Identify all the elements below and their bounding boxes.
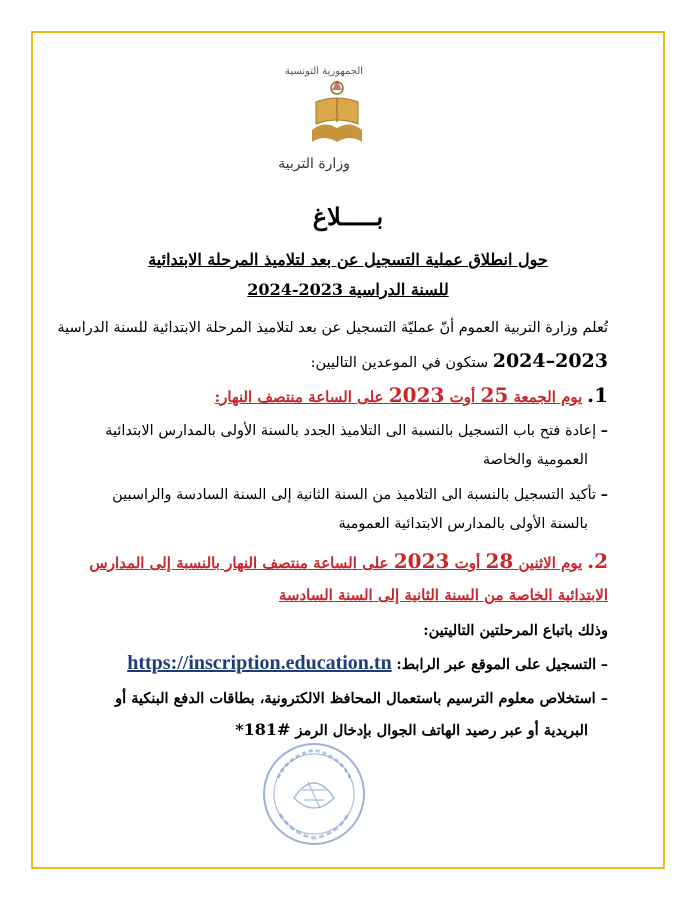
subtitle-line-2: للسنة الدراسية 2023-2024 (247, 280, 449, 299)
subtitle-line-1: حول انطلاق عملية التسجيل عن بعد لتلاميذ المرحلة الابتدائية (148, 250, 548, 269)
intro-line-2: 2023–2024 ستكون في الموعدين التاليين: (310, 350, 608, 372)
item-1-bullet-2-cont: بالسنة الأولى بالمدارس الابتدائية العمومية (338, 516, 588, 532)
ministry-logo (278, 58, 402, 178)
official-stamp (258, 738, 370, 850)
step-1: – التسجيل على الموقع عبر الرابط: https://inscription.education.tn (127, 652, 608, 674)
steps-intro: وذلك باتباع المرحلتين التاليتين: (423, 622, 608, 639)
item-2-number: 2. (587, 549, 608, 573)
ministry-label: وزارة التربية (278, 156, 350, 172)
school-year: 2023–2024 (492, 350, 608, 372)
registration-link[interactable]: https://inscription.education.tn (127, 652, 392, 674)
step-2: – استخلاص معلوم الترسيم باستعمال المحافظ الالكترونية، بطاقات الدفع البنكية أو (115, 690, 608, 707)
intro-line-1: تُعلم وزارة التربية العموم أنّ عمليّة التسجيل عن بعد لتلاميذ المرحلة الابتدائية للسنة الدراسية (57, 320, 608, 336)
payment-code: *181# (235, 720, 291, 739)
item-1-bullet-1: – إعادة فتح باب التسجيل بالنسبة الى التلاميذ الجدد بالسنة الأولى بالمدارس الابتدائية (105, 422, 608, 439)
item-2-heading: 2. يوم الاثنين 28 أوت 2023 على الساعة منتصف النهار بالنسبة إلى المدارس (89, 549, 608, 573)
item-1-bullet-2: – تأكيد التسجيل بالنسبة الى التلاميذ من السنة الثانية إلى السنة السادسة والراسبين (112, 486, 608, 503)
item-1-number: 1. (587, 383, 608, 407)
page-title: بـــــلاغ (312, 202, 384, 231)
republic-label: الجمهورية التونسية (284, 66, 364, 77)
step-2-cont: البريدية أو عبر رصيد الهاتف الجوال بإدخال الرمز *181# (235, 720, 588, 739)
item-1-bullet-1-cont: العمومية والخاصة (482, 452, 588, 468)
item-2-heading-cont: الابتدائية الخاصة من السنة الثانية إلى السنة السادسة (278, 586, 608, 604)
item-1-heading: 1. يوم الجمعة 25 أوت 2023 على الساعة منتصف النهار: (214, 383, 608, 407)
